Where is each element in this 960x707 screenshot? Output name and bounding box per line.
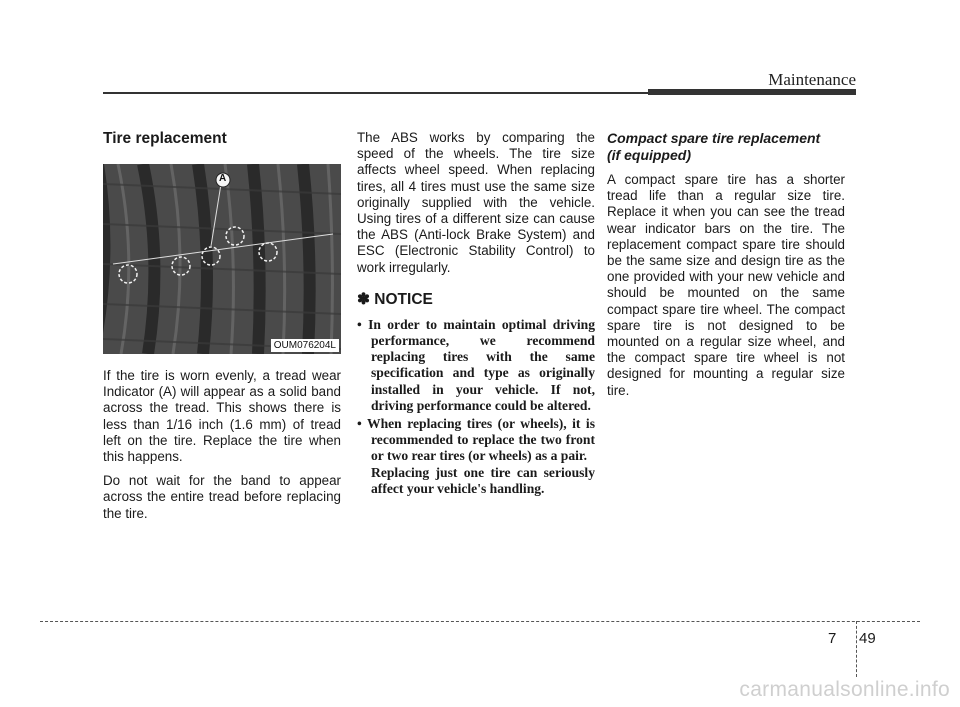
- column-right: [607, 130, 845, 407]
- tire-tread-illustration: [103, 164, 341, 354]
- footer-divider: [856, 621, 857, 677]
- sub-heading-line: Compact spare tire replacement: [607, 130, 821, 146]
- chapter-number: 7: [828, 630, 837, 647]
- tire-tread-photo: [103, 164, 341, 354]
- notice-item-text: • When replacing tires (or wheels), it is recommended to replace the two front or two rear tires (or wheels) as a pair.: [357, 416, 595, 464]
- sub-heading: [607, 130, 845, 164]
- section-header-title: Maintenance: [768, 70, 856, 89]
- paragraph: A compact spare tire has a shorter tread life than a regular size tire. Replace it when you can see the tread wear indicator bars on the tire. The replacement compact spare tire should be the same size and design tire as the one provided with your new vehicle and should be mounted on the same compact spare tire wheel. The compact spare tire is not designed to be mounted on a regular size wheel, and the compact spare tire wheel is not designed for mounting a regular size tire.: [607, 172, 845, 398]
- paragraph: The ABS works by comparing the speed of the wheels. The tire size affects wheel speed. When replacing tires, all 4 tires must use the same size originally supplied with the vehicle. Using tires of a different size can cause the ABS (Anti-lock Brake System) and ESC (Electronic Stability Control) to work irregularly.: [357, 130, 595, 275]
- page-number: 49: [859, 630, 876, 647]
- watermark: carmanualsonline.info: [739, 678, 950, 701]
- notice-item-text: • In order to maintain optimal driving performance, we recommend replacing tires with the same specification and type as originally installed in your vehicle. If not, driving performance could be altered.: [357, 316, 595, 413]
- section-title: Tire replacement: [103, 130, 227, 147]
- sub-heading-line: (if equipped): [607, 147, 691, 163]
- paragraph: Do not wait for the band to appear across the entire tread before replacing the tire.: [103, 473, 341, 521]
- paragraph: If the tire is worn evenly, a tread wear Indicator (A) will appear as a solid band across the tread. This shows there is less than 1/16 inch (1.6 mm) of tread left on the tire. Replace the tire when this happens.: [103, 368, 341, 465]
- notice-list: [357, 317, 595, 497]
- image-code: OUM076204L: [271, 339, 339, 352]
- column-middle: [357, 130, 595, 499]
- footer-rule: [40, 621, 920, 622]
- notice-item: [357, 317, 595, 414]
- notice-title: ✽ NOTICE: [357, 290, 433, 308]
- column-left: [103, 130, 341, 530]
- notice-item: [357, 416, 595, 497]
- notice-item-continuation: Replacing just one tire can seriously affect your vehicle's handling.: [371, 464, 595, 496]
- callout-label-a: A: [219, 173, 227, 184]
- header-rule-accent: [648, 89, 856, 95]
